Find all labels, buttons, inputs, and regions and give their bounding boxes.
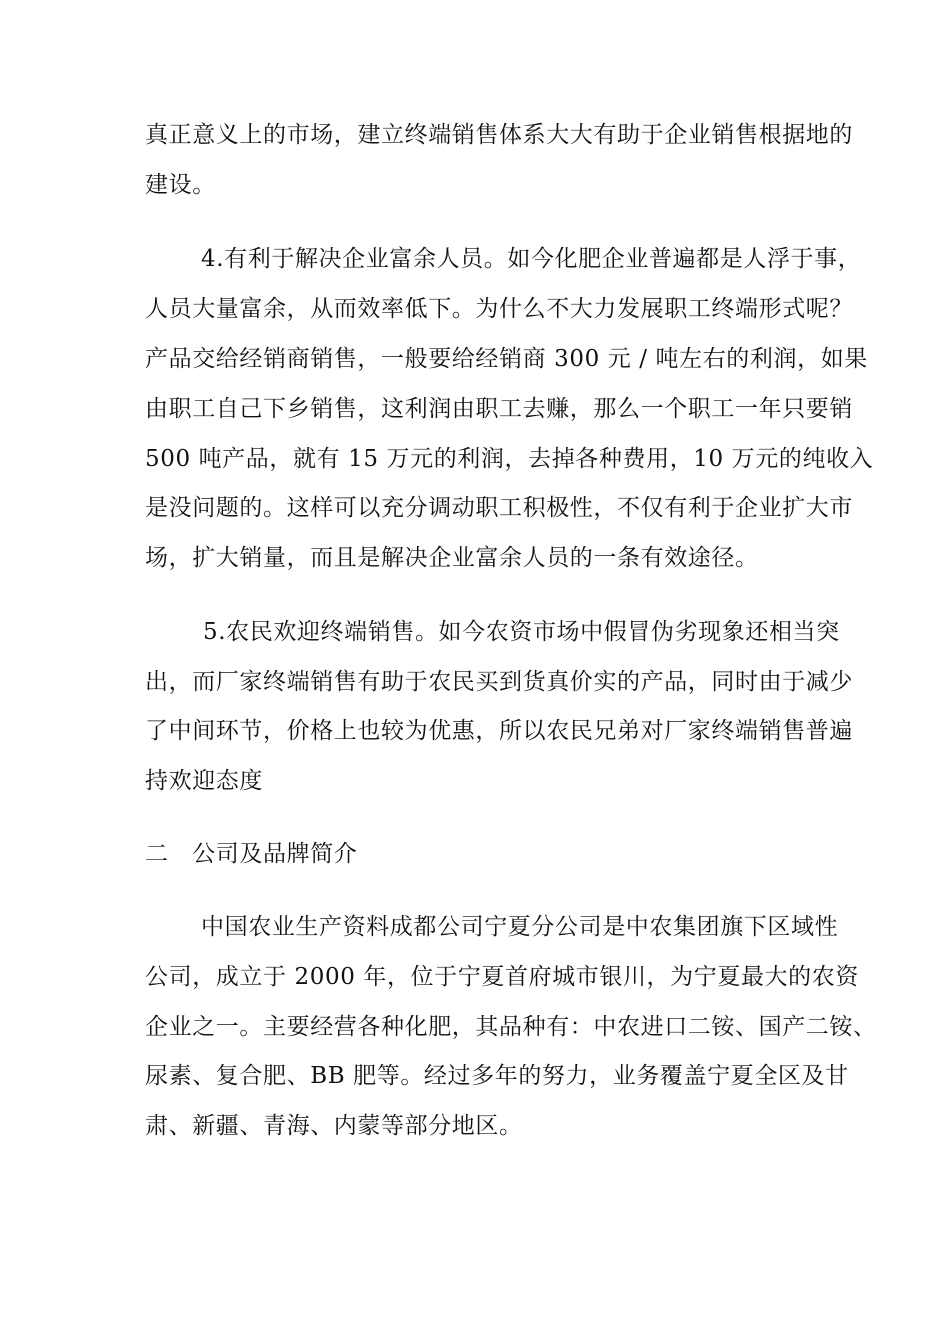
paragraph-line: 500 吨产品，就有 15 万元的利润，去掉各种费用，10 万元的纯收入 [145,446,874,472]
paragraph-line: 建设。 [145,172,216,198]
section-heading: 二 公司及品牌简介 [145,841,358,867]
paragraph-line: 场，扩大销量，而且是解决企业富余人员的一条有效途径。 [145,545,759,571]
paragraph-line: 5.农民欢迎终端销售。如今农资市场中假冒伪劣现象还相当突 [203,619,840,645]
paragraph-line: 公司，成立于 2000 年，位于宁夏首府城市银川，为宁夏最大的农资 [145,964,859,990]
paragraph-line: 产品交给经销商销售，一般要给经销商 300 元 / 吨左右的利润，如果 [145,346,868,372]
paragraph-line: 尿素、复合肥、BB 肥等。经过多年的努力，业务覆盖宁夏全区及甘 [145,1063,849,1089]
paragraph-line: 4.有利于解决企业富余人员。如今化肥企业普遍都是人浮于事， [201,246,862,272]
paragraph-line: 了中间环节，价格上也较为优惠，所以农民兄弟对厂家终端销售普遍 [145,718,853,744]
paragraph-line: 中国农业生产资料成都公司宁夏分公司是中农集团旗下区域性 [201,914,839,940]
paragraph-line: 出，而厂家终端销售有助于农民买到货真价实的产品，同时由于减少 [145,669,853,695]
paragraph-line: 由职工自己下乡销售，这利润由职工去赚，那么一个职工一年只要销 [145,396,853,422]
paragraph-line: 肃、新疆、青海、内蒙等部分地区。 [145,1113,523,1139]
paragraph-line: 真正意义上的市场，建立终端销售体系大大有助于企业销售根据地的 [145,122,853,148]
paragraph-line: 是没问题的。这样可以充分调动职工积极性，不仅有利于企业扩大市 [145,495,853,521]
paragraph-line: 企业之一。主要经营各种化肥，其品种有：中农进口二铵、国产二铵、 [145,1014,877,1040]
paragraph-line: 人员大量富余，从而效率低下。为什么不大力发展职工终端形式呢？ [145,296,853,322]
paragraph-line: 持欢迎态度 [145,768,263,794]
